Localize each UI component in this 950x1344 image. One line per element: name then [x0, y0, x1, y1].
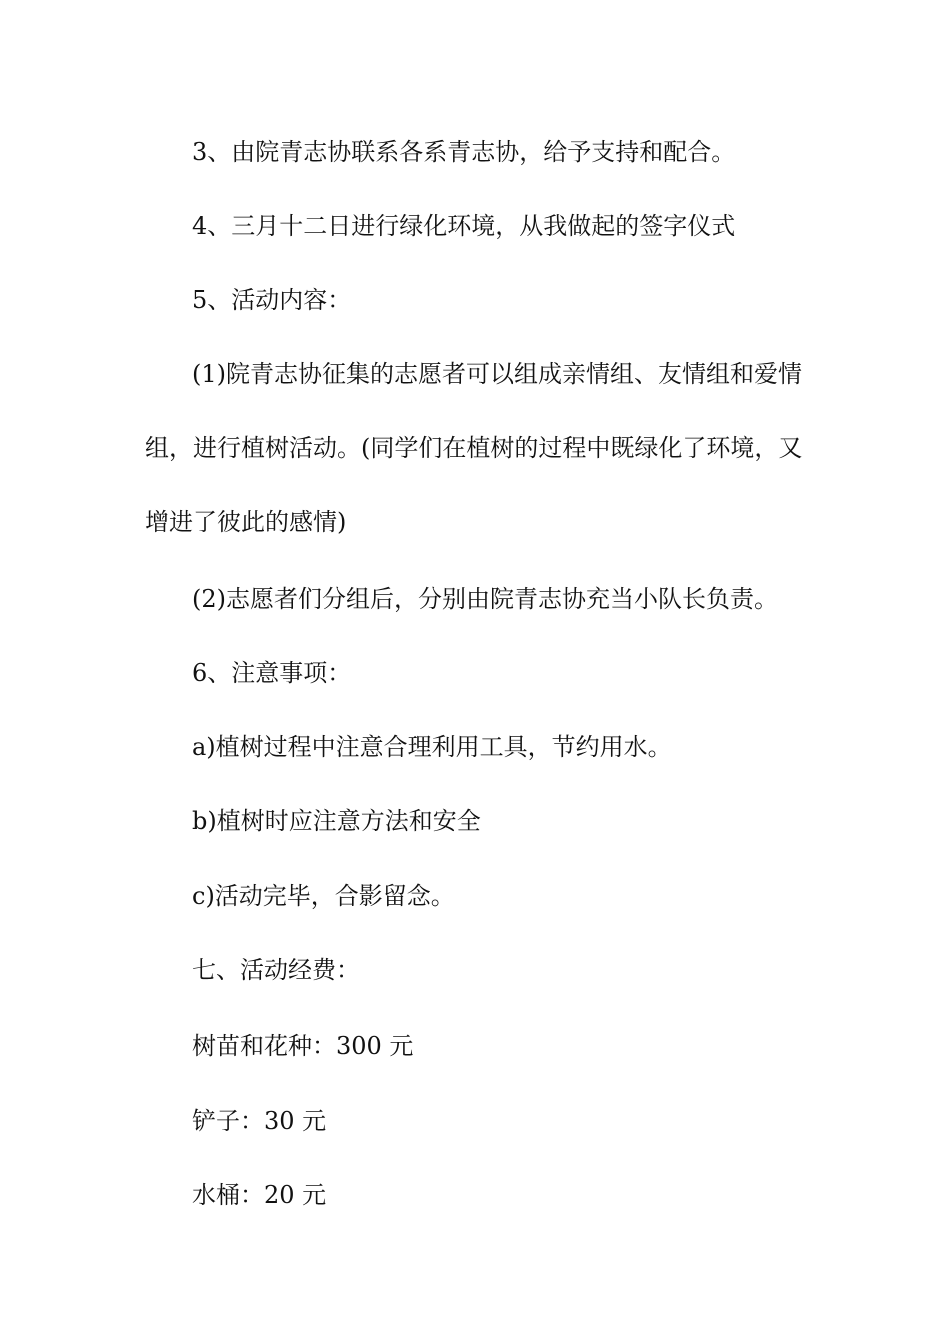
paragraph-line: (2)志愿者们分组后，分别由院青志协充当小队长负责。 — [192, 585, 778, 613]
section-heading: 5、活动内容： — [192, 286, 352, 314]
section-heading: 七、活动经费： — [192, 956, 360, 984]
expense-item: 树苗和花种：300 元 — [192, 1032, 414, 1060]
list-item: b)植树时应注意方法和安全 — [192, 807, 481, 835]
list-item: a)植树过程中注意合理利用工具，节约用水。 — [192, 733, 672, 761]
paragraph-line: 4、三月十二日进行绿化环境，从我做起的签字仪式 — [192, 212, 736, 240]
list-item: c)活动完毕，合影留念。 — [192, 882, 455, 910]
expense-item: 水桶：20 元 — [192, 1181, 327, 1209]
paragraph-line: (1)院青志协征集的志愿者可以组成亲情组、友情组和爱情 — [192, 360, 802, 388]
paragraph-line: 组，进行植树活动。(同学们在植树的过程中既绿化了环境，又 — [145, 434, 803, 462]
section-heading: 6、注意事项： — [192, 659, 352, 687]
paragraph-line: 3、由院青志协联系各系青志协，给予支持和配合。 — [192, 138, 736, 166]
paragraph-line: 增进了彼此的感情) — [145, 508, 347, 536]
expense-item: 铲子：30 元 — [192, 1107, 327, 1135]
